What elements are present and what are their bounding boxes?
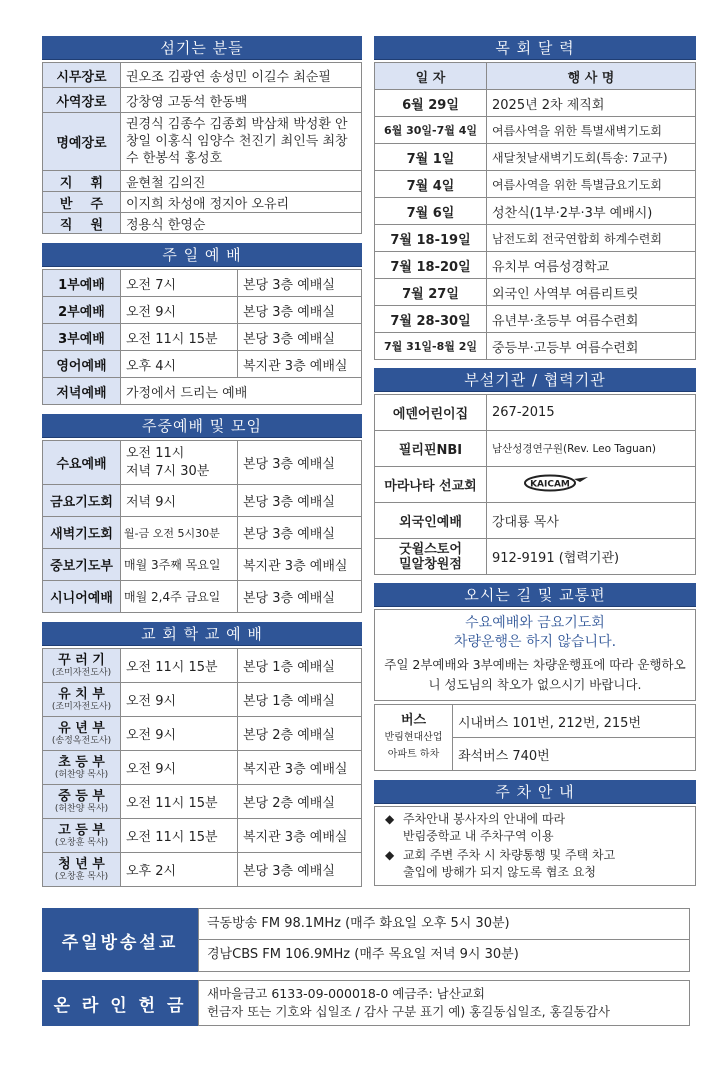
calendar-table xyxy=(374,62,696,360)
notice-line-2: 차량운행은 하지 않습니다. xyxy=(453,634,617,650)
parking-text: 주차안내 봉사자의 안내에 따라 반림중학교 내 주차구역 이용 xyxy=(403,812,566,843)
partners-table xyxy=(374,394,696,575)
broadcast-line-1: 극동방송 FM 98.1MHz (매주 화요일 오후 5시 30분) xyxy=(198,908,690,940)
notice-line-1: 수요예배와 금요기도회 xyxy=(465,615,605,631)
meeting-place: 복지관 3층 예배실 xyxy=(238,549,362,581)
meeting-time: 매월 2,4주 금요일 xyxy=(121,581,238,613)
calendar-event: 중등부·고등부 여름수련회 xyxy=(487,333,696,360)
bus-label-cell xyxy=(375,705,453,771)
sunday-table xyxy=(42,269,362,405)
meeting-place: 본당 3층 예배실 xyxy=(238,441,362,485)
dept-place: 본당 1층 예배실 xyxy=(238,683,362,717)
broadcast-section xyxy=(42,908,690,972)
leader-label: 직 원 xyxy=(43,213,121,234)
leader-value: 권오조 김광연 송성민 이길수 최순필 xyxy=(121,63,362,88)
parking-item xyxy=(385,847,685,881)
leader-label: 지 휘 xyxy=(43,171,121,192)
directions-notice xyxy=(374,609,696,701)
calendar-event: 유년부·초등부 여름수련회 xyxy=(487,306,696,333)
diamond-bullet-icon: ◆ xyxy=(385,848,395,862)
meeting-time: 매월 3주째 목요일 xyxy=(121,549,238,581)
calendar-date: 7월 27일 xyxy=(375,279,487,306)
bus-label: 버스 xyxy=(400,713,427,728)
dept-name: 꾸 러 기 xyxy=(58,653,105,668)
leader-value: 강창영 고동석 한동백 xyxy=(121,88,362,113)
partner-label: 필리핀NBI xyxy=(375,431,487,467)
service-label: 3부예배 xyxy=(43,324,121,351)
dept-label xyxy=(43,785,121,819)
calendar-date: 7월 1일 xyxy=(375,144,487,171)
parking-title: 주 차 안 내 xyxy=(374,780,696,804)
dept-place: 본당 2층 예배실 xyxy=(238,785,362,819)
offering-section xyxy=(42,980,690,1026)
partner-value: 강대룡 목사 xyxy=(487,503,696,539)
service-time: 오후 4시 xyxy=(121,351,238,378)
calendar-event: 성찬식(1부·2부·3부 예배시) xyxy=(487,198,696,225)
service-label: 영어예배 xyxy=(43,351,121,378)
calendar-event: 외국인 사역부 여름리트릿 xyxy=(487,279,696,306)
dept-leader: (송정옥전도사) xyxy=(51,736,112,746)
dept-name: 중 등 부 xyxy=(58,789,105,804)
dept-name: 초 등 부 xyxy=(58,755,105,770)
leader-label: 시무장로 xyxy=(43,63,121,88)
calendar-event: 2025년 2차 제직회 xyxy=(487,90,696,117)
dept-label xyxy=(43,649,121,683)
school-title: 교 회 학 교 예 배 xyxy=(42,622,362,646)
dept-leader: (오창훈 목사) xyxy=(54,838,109,848)
dept-time: 오전 9시 xyxy=(121,751,238,785)
calendar-date: 7월 28-30일 xyxy=(375,306,487,333)
kaicam-logo xyxy=(522,473,592,493)
dept-label xyxy=(43,717,121,751)
service-place: 본당 3층 예배실 xyxy=(238,324,362,351)
partner-label: 마라나타 선교회 xyxy=(375,467,487,503)
dept-name: 청 년 부 xyxy=(58,857,105,872)
diamond-bullet-icon: ◆ xyxy=(385,812,395,826)
calendar-event: 여름사역을 위한 특별새벽기도회 xyxy=(487,117,696,144)
meeting-label: 금요기도회 xyxy=(43,485,121,517)
dept-leader: (조미자전도사) xyxy=(51,702,112,712)
meeting-place: 본당 3층 예배실 xyxy=(238,517,362,549)
leader-value: 윤현철 김의진 xyxy=(121,171,362,192)
partner-value: 남산성경연구원(Rev. Leo Taguan) xyxy=(487,431,696,467)
calendar-date: 6월 29일 xyxy=(375,90,487,117)
calendar-date: 6월 30일-7월 4일 xyxy=(375,117,487,144)
calendar-date: 7월 18-20일 xyxy=(375,252,487,279)
broadcast-line-2: 경남CBS FM 106.9MHz (매주 목요일 저녁 9시 30분) xyxy=(198,940,690,972)
offering-line-2: 헌금자 또는 기호와 십일조 / 감사 구분 표기 예) 홍길동십일조, 홍길동감사 xyxy=(207,1004,610,1019)
leader-label: 반 주 xyxy=(43,192,121,213)
dept-name: 유 치 부 xyxy=(58,687,105,702)
meeting-time: 오전 11시 저녁 7시 30분 xyxy=(121,441,238,485)
leader-value: 정용식 한영순 xyxy=(121,213,362,234)
dept-place: 본당 2층 예배실 xyxy=(238,717,362,751)
calendar-event: 유치부 여름성경학교 xyxy=(487,252,696,279)
calendar-event-header: 행 사 명 xyxy=(487,63,696,90)
meeting-label: 새벽기도회 xyxy=(43,517,121,549)
broadcast-lines xyxy=(198,908,690,972)
dept-place: 본당 3층 예배실 xyxy=(238,853,362,887)
meeting-time: 저녁 9시 xyxy=(121,485,238,517)
partner-logo-cell xyxy=(487,467,696,503)
leader-value: 권경식 김종수 김종회 박삼채 박성환 안창일 이홍식 임양수 천진기 최인득 최창수 한봉석 홍성호 xyxy=(121,113,362,171)
bus-stop: 반림현대산업 아파트 하차 xyxy=(384,732,443,760)
service-time: 오전 11시 15분 xyxy=(121,324,238,351)
dept-label xyxy=(43,683,121,717)
school-table xyxy=(42,648,362,887)
right-column xyxy=(374,36,696,886)
dept-time: 오전 11시 15분 xyxy=(121,649,238,683)
service-time: 오전 9시 xyxy=(121,297,238,324)
dept-name: 유 년 부 xyxy=(58,721,105,736)
meeting-label: 수요예배 xyxy=(43,441,121,485)
service-time: 가정에서 드리는 예배 xyxy=(121,378,362,405)
service-label: 1부예배 xyxy=(43,270,121,297)
offering-line-1: 새마을금고 6133-09-000018-0 예금주: 남산교회 xyxy=(207,986,485,1001)
leader-label: 명예장로 xyxy=(43,113,121,171)
service-place: 본당 3층 예배실 xyxy=(238,297,362,324)
dept-leader: (허찬양 목사) xyxy=(54,770,109,780)
dept-time: 오전 11시 15분 xyxy=(121,819,238,853)
calendar-date: 7월 4일 xyxy=(375,171,487,198)
offering-lines xyxy=(198,980,690,1026)
dept-place: 복지관 3층 예배실 xyxy=(238,751,362,785)
calendar-date: 7월 6일 xyxy=(375,198,487,225)
dept-name: 고 등 부 xyxy=(58,823,105,838)
kaicam-logo-text: KAICAM xyxy=(530,479,570,489)
leaders-table xyxy=(42,62,362,234)
bus-table xyxy=(374,704,696,771)
dept-time: 오전 9시 xyxy=(121,717,238,751)
offering-title: 온 라 인 헌 금 xyxy=(42,980,198,1026)
service-place: 복지관 3층 예배실 xyxy=(238,351,362,378)
service-label: 저녁예배 xyxy=(43,378,121,405)
bus-city: 시내버스 101번, 212번, 215번 xyxy=(453,705,696,738)
calendar-date-header: 일 자 xyxy=(375,63,487,90)
parking-item xyxy=(385,811,685,845)
meeting-label: 시니어예배 xyxy=(43,581,121,613)
service-label: 2부예배 xyxy=(43,297,121,324)
dept-time: 오전 9시 xyxy=(121,683,238,717)
dept-label xyxy=(43,853,121,887)
dept-leader: (허찬양 목사) xyxy=(54,804,109,814)
broadcast-title: 주일방송설교 xyxy=(42,908,198,972)
calendar-date: 7월 18-19일 xyxy=(375,225,487,252)
partner-value: 267-2015 xyxy=(487,395,696,431)
service-time: 오전 7시 xyxy=(121,270,238,297)
parking-text: 교회 주변 주차 시 차량통행 및 주택 차고 출입에 방해가 되지 않도록 협조 요청 xyxy=(403,848,616,879)
partner-label: 에덴어린이집 xyxy=(375,395,487,431)
weekday-table xyxy=(42,440,362,613)
dept-label xyxy=(43,819,121,853)
kaicam-logo-icon xyxy=(522,473,592,493)
dept-label xyxy=(43,751,121,785)
offering-text xyxy=(198,980,690,1026)
dept-time: 오전 11시 15분 xyxy=(121,785,238,819)
meeting-place: 본당 3층 예배실 xyxy=(238,581,362,613)
dept-time: 오후 2시 xyxy=(121,853,238,887)
dept-leader: (오창훈 목사) xyxy=(54,872,109,882)
directions-title: 오시는 길 및 교통편 xyxy=(374,583,696,607)
bus-express: 좌석버스 740번 xyxy=(453,738,696,771)
leaders-title: 섬기는 분들 xyxy=(42,36,362,60)
meeting-place: 본당 3층 예배실 xyxy=(238,485,362,517)
service-place: 본당 3층 예배실 xyxy=(238,270,362,297)
weekday-title: 주중예배 및 모임 xyxy=(42,414,362,438)
calendar-event: 새달첫날새벽기도회(특송: 7교구) xyxy=(487,144,696,171)
partner-value: 912-9191 (협력기관) xyxy=(487,539,696,575)
meeting-label: 중보기도부 xyxy=(43,549,121,581)
leader-label: 사역장로 xyxy=(43,88,121,113)
calendar-event: 여름사역을 위한 특별금요기도회 xyxy=(487,171,696,198)
partner-label: 외국인예배 xyxy=(375,503,487,539)
notice-text: 주일 2부예배와 3부예배는 차량운행표에 따라 운행하오니 성도님의 착오가 없으시기 바랍니다. xyxy=(384,657,686,692)
calendar-event: 남전도회 전국연합회 하계수련회 xyxy=(487,225,696,252)
dept-leader: (조미자전도사) xyxy=(51,668,112,678)
left-column xyxy=(42,36,362,887)
meeting-time: 월-금 오전 5시30분 xyxy=(121,517,238,549)
parking-list xyxy=(374,806,696,886)
partners-title: 부설기관 / 협력기관 xyxy=(374,368,696,392)
leader-value: 이지희 차성애 정지아 오유리 xyxy=(121,192,362,213)
partner-label: 굿윌스토어 밀알창원점 xyxy=(375,539,487,575)
dept-place: 복지관 3층 예배실 xyxy=(238,819,362,853)
sunday-title: 주 일 예 배 xyxy=(42,243,362,267)
dept-place: 본당 1층 예배실 xyxy=(238,649,362,683)
calendar-date: 7월 31일-8월 2일 xyxy=(375,333,487,360)
calendar-title: 목 회 달 력 xyxy=(374,36,696,60)
